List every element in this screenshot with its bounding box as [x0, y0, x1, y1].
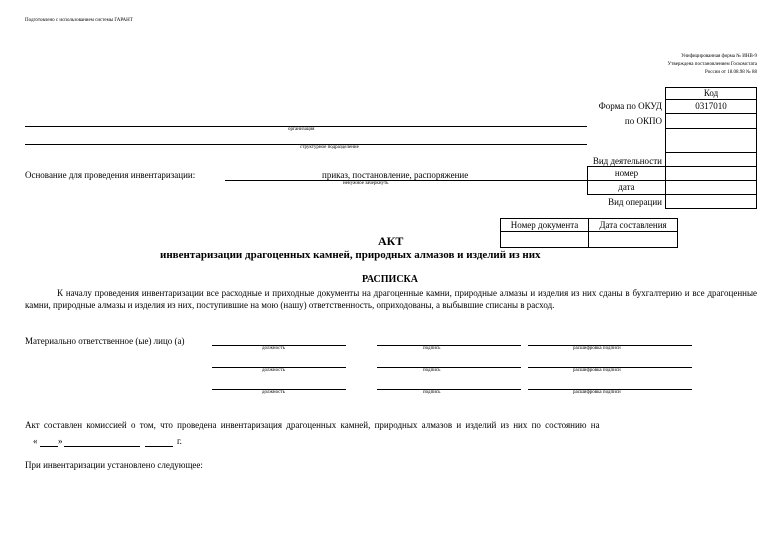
- decoding-caption-2: расшифровка подписи: [573, 368, 621, 373]
- decoding-caption-3: расшифровка подписи: [573, 390, 621, 395]
- operation-value-cell: [665, 194, 757, 209]
- doc-number-value: [500, 231, 589, 248]
- garant-note: Подготовлено с использованием системы ГАРАНТ: [25, 18, 133, 23]
- commission-text: Акт составлен комиссией о том, что проведена инвентаризация драгоценных камней, природных алмазов и изделий из них по состоянию на: [25, 420, 600, 430]
- activity-label: Вид деятельности: [592, 156, 662, 166]
- signature-caption-1: подпись: [423, 346, 441, 351]
- okud-value: 0317010: [665, 99, 757, 114]
- signature-caption-3: подпись: [423, 390, 441, 395]
- okpo-value-cell: [665, 113, 757, 129]
- position-caption-1: должность: [262, 346, 285, 351]
- number-label: номер: [587, 166, 666, 181]
- okud-label: Форма по ОКУД: [598, 101, 662, 111]
- basis-value: приказ, постановление, распоряжение: [322, 170, 469, 180]
- basis-label: Основание для проведения инвентаризации:: [25, 170, 196, 180]
- okpo-label: по ОКПО: [624, 116, 662, 126]
- receipt-text: К началу проведения инвентаризации все расходные и приходные документы на драгоценные камни, природные алмазы и изделия из них сданы в бухгалтерию и все драгоценные камни, природные алмазы и изделия из них, поступившие на мою (нашу) ответственность, оприходованы, а выбывшие списаны в расход.: [25, 288, 757, 310]
- decoding-caption-1: расшифровка подписи: [573, 346, 621, 351]
- signature-line-1: [377, 345, 521, 346]
- date-value-cell: [665, 180, 757, 195]
- date-label: дата: [587, 180, 666, 195]
- year-line: [145, 446, 173, 447]
- activity-value-cell: [665, 152, 757, 167]
- findings-label: При инвентаризации установлено следующее:: [25, 460, 203, 470]
- signature-caption-2: подпись: [423, 368, 441, 373]
- date-open-quote: «: [33, 436, 38, 446]
- organization-caption: организация: [288, 127, 315, 132]
- day-line: [40, 446, 58, 447]
- basis-line: [225, 180, 587, 181]
- approved-date-label: России от 18.08.98 № 88: [705, 70, 757, 75]
- unified-form-label: Унифицированная форма № ИНВ-9: [681, 54, 757, 59]
- act-subtitle: инвентаризации драгоценных камней, природных алмазов и изделий из них: [160, 249, 541, 261]
- year-suffix: г.: [177, 436, 182, 446]
- signature-line-3: [377, 389, 521, 390]
- division-caption: структурное подразделение: [300, 145, 359, 150]
- position-caption-2: должность: [262, 368, 285, 373]
- operation-label: Вид операции: [608, 197, 662, 207]
- kod-header: Код: [665, 87, 757, 100]
- act-title: АКТ: [378, 234, 404, 248]
- month-line: [64, 446, 140, 447]
- division-code-cell: [665, 128, 757, 153]
- date-close-quote: »: [58, 436, 63, 446]
- basis-caption: ненужное зачеркнуть: [343, 181, 389, 186]
- responsible-label: Материально ответственное (ые) лицо (а): [25, 336, 185, 346]
- receipt-title: РАСПИСКА: [362, 274, 419, 285]
- doc-number-header: Номер документа: [500, 218, 589, 232]
- doc-date-value: [588, 231, 678, 248]
- approved-by-label: Утверждена постановлением Госкомстата: [667, 62, 757, 67]
- number-value-cell: [665, 166, 757, 181]
- position-caption-3: должность: [262, 390, 285, 395]
- signature-line-2: [377, 367, 521, 368]
- doc-date-header: Дата составления: [588, 218, 678, 232]
